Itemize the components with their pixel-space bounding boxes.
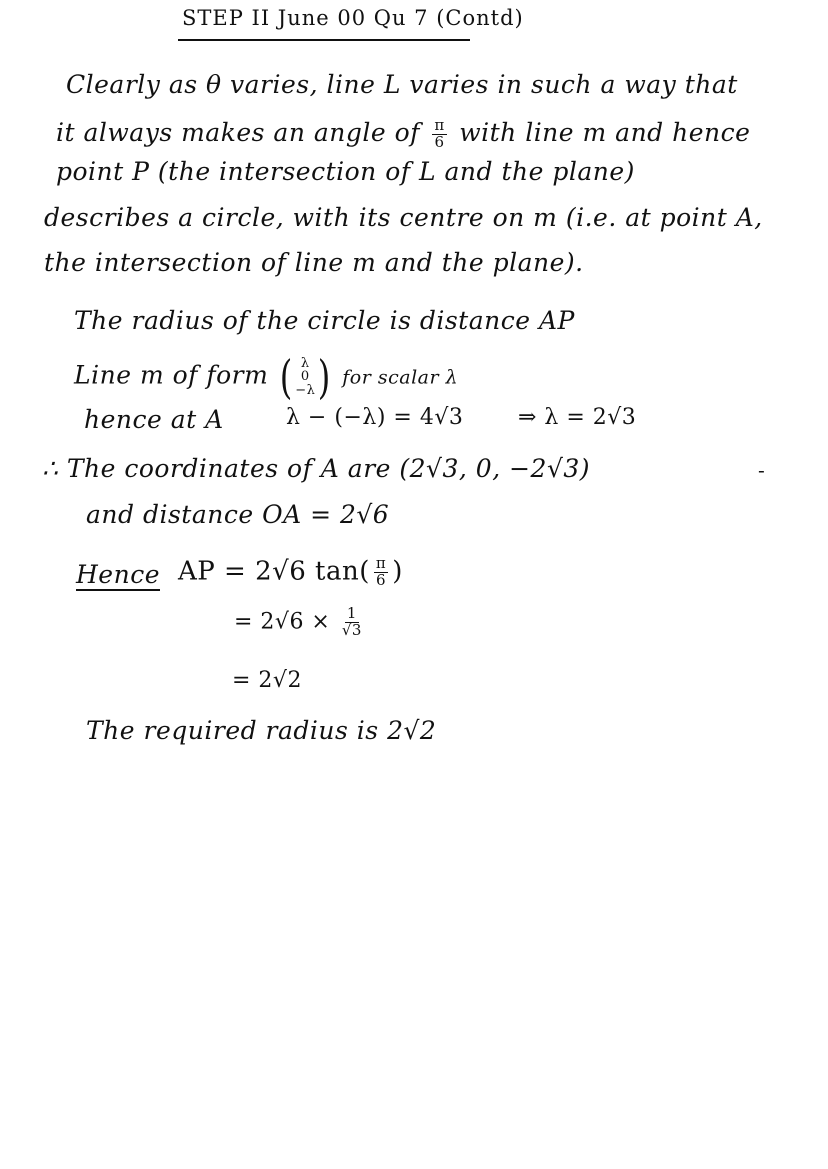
vector-top: λ [300, 355, 310, 371]
title-underline [178, 39, 470, 41]
ap-equation [178, 556, 403, 589]
hence-word: Hence [76, 560, 160, 589]
lambda-result: ⇒ λ = 2√3 [518, 405, 637, 430]
para1-line2-start: it always makes an angle of [56, 118, 420, 147]
vector-left-paren: ( [279, 350, 293, 404]
page-title: STEP II June 00 Qu 7 (Contd) [182, 6, 524, 30]
stray-pen-mark: - [758, 458, 765, 482]
para1-line4: describes a circle, with its centre on m (i.e. at point A, [44, 203, 763, 232]
one-over-root-three [342, 606, 362, 639]
para1-line1: Clearly as θ varies, line L varies in such a way that [66, 70, 738, 99]
vector-right-paren: ) [318, 350, 332, 404]
pi-over-6-fraction [432, 118, 446, 151]
step-two-denominator: √3 [341, 620, 362, 639]
line-m-form [74, 350, 459, 404]
final-answer: The required radius is 2√2 [86, 716, 437, 745]
hence-at-a-equation: λ − (−λ) = 4√3 [286, 405, 464, 430]
para1-line2 [56, 118, 750, 151]
hence-at-a-label: hence at A [84, 405, 224, 434]
line-m-label: Line m of form [74, 360, 269, 390]
direction-vector [277, 350, 334, 404]
step-two-numerator: 1 [346, 604, 357, 622]
distance-oa: and distance OA = 2√6 [86, 500, 390, 529]
vector-middle: 0 [300, 369, 310, 385]
tan-fraction-denominator: 6 [376, 570, 387, 589]
para1-line3: point P (the intersection of L and the plane) [56, 157, 635, 186]
ap-step-two-start: = 2√6 × [234, 609, 331, 635]
tan-angle-fraction [374, 556, 388, 589]
ap-step-two [234, 606, 366, 639]
hence-label [76, 560, 160, 589]
fraction-numerator: π [434, 116, 445, 135]
fraction-denominator: 6 [434, 133, 445, 151]
para1-line2-end: with line m and hence [459, 118, 751, 147]
vector-components [295, 357, 315, 398]
radius-statement: The radius of the circle is distance AP [74, 306, 575, 335]
vector-bottom: −λ [295, 382, 316, 398]
ap-equation-close: ) [392, 556, 403, 587]
ap-equation-start: AP = 2√6 tan( [178, 556, 370, 587]
scalar-note: for scalar λ [342, 366, 459, 389]
ap-step-three: = 2√2 [232, 668, 302, 693]
para1-line5: the intersection of line m and the plane). [44, 248, 584, 277]
tan-fraction-numerator: π [375, 554, 387, 572]
coordinates-of-a: ∴ The coordinates of A are (2√3, 0, −2√3) [42, 454, 591, 483]
